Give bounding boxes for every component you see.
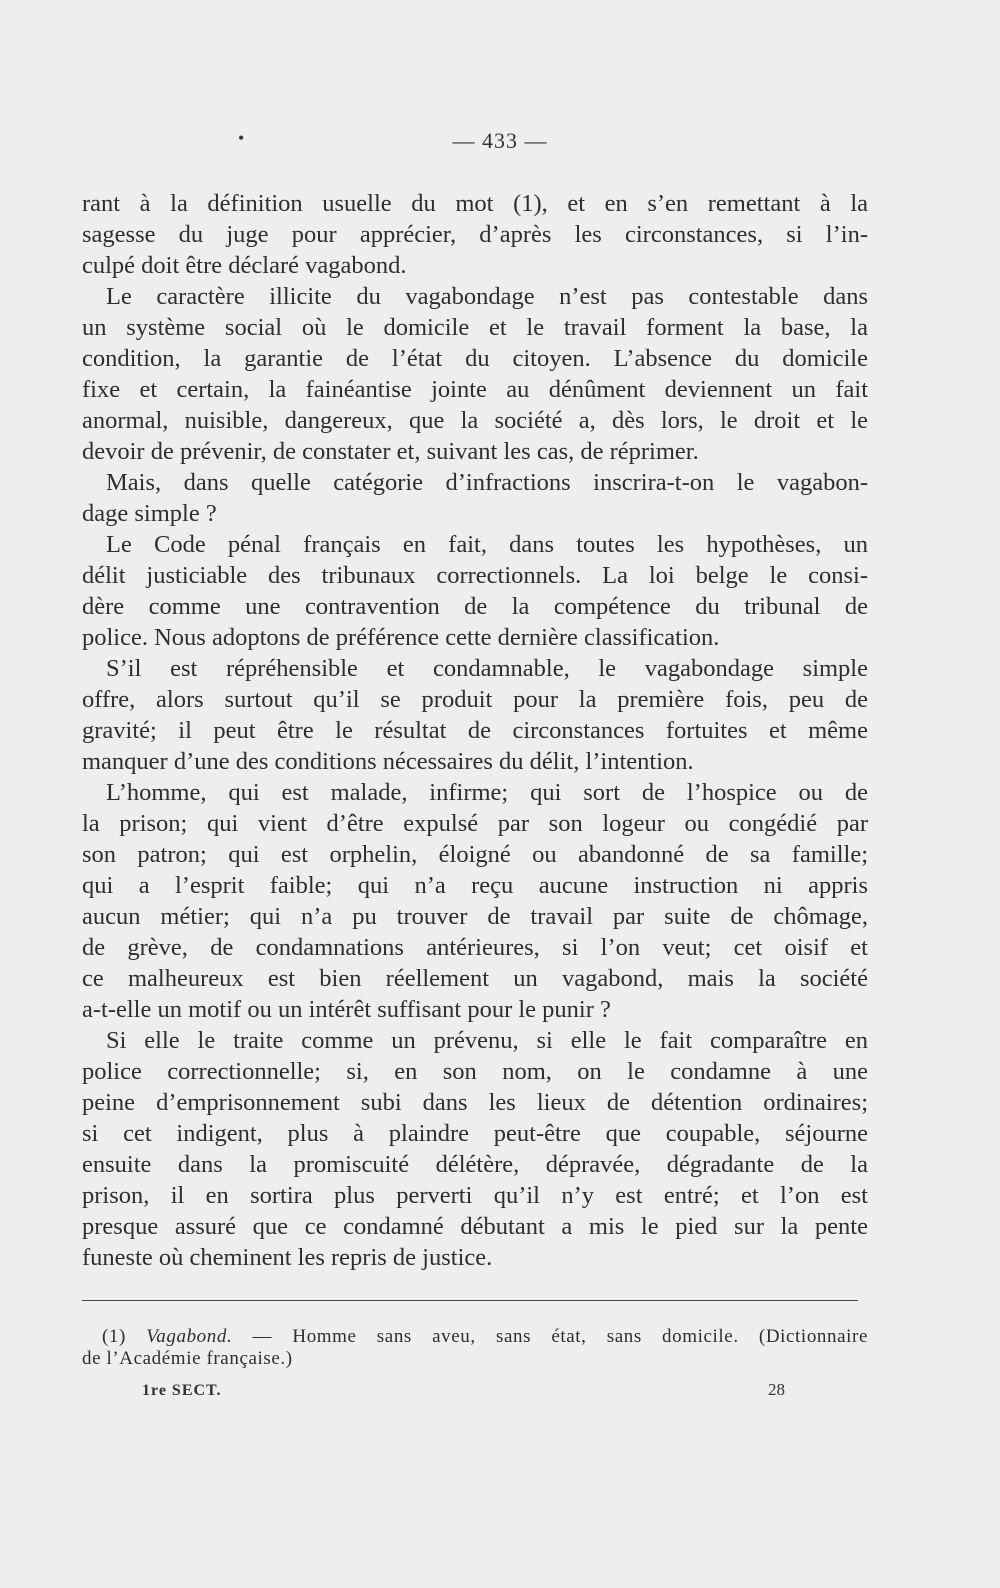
text-line: Si elle le traite comme un prévenu, si elle le fait comparaître en (106, 1027, 868, 1054)
footnote-definition: — Homme sans aveu, sans état, sans domicile. (Dictionnaire (232, 1326, 868, 1347)
text-line: devoir de prévenir, de constater et, suivant les cas, de réprimer. (82, 438, 699, 465)
text-line: de grève, de condamnations antérieures, si l’on veut; cet oisif et (82, 934, 868, 961)
text-line: L’homme, qui est malade, infirme; qui sort de l’hospice ou de (106, 779, 868, 806)
text-line: dère comme une contravention de la compétence du tribunal de (82, 593, 868, 620)
text-line: S’il est répréhensible et condamnable, le vagabondage simple (106, 655, 868, 682)
signature-mark: 1re SECT. (142, 1382, 222, 1399)
text-line: délit justiciable des tribunaux correctionnels. La loi belge le consi- (82, 562, 868, 589)
text-line: Le Code pénal français en fait, dans toutes les hypothèses, un (106, 531, 868, 558)
text-line: gravité; il peut être le résultat de circonstances fortuites et même (82, 717, 868, 744)
text-line: si cet indigent, plus à plaindre peut-être que coupable, séjourne (82, 1120, 868, 1147)
text-line: ce malheureux est bien réellement un vagabond, mais la société (82, 965, 868, 992)
footnote-line (82, 1326, 868, 1348)
body-text (82, 188, 868, 1273)
footnote-term: Vagabond. (146, 1326, 233, 1347)
sheet-number: 28 (768, 1380, 785, 1399)
footnote-marker: (1) (102, 1326, 126, 1347)
text-line: dage simple ? (82, 500, 217, 527)
text-line: aucun métier; qui n’a pu trouver de travail par suite de chômage, (82, 903, 868, 930)
text-line: peine d’emprisonnement subi dans les lieux de détention ordinaires; (82, 1089, 868, 1116)
text-line: fixe et certain, la fainéantise jointe au dénûment deviennent un fait (82, 376, 868, 403)
text-line: la prison; qui vient d’être expulsé par son logeur ou congédié par (82, 810, 868, 837)
footnote (82, 1326, 868, 1370)
footnote-continuation: de l’Académie française.) (82, 1348, 293, 1369)
text-line: rant à la définition usuelle du mot (1), et en s’en remettant à la (82, 190, 868, 217)
text-line: anormal, nuisible, dangereux, que la société a, dès lors, le droit et le (82, 407, 868, 434)
text-line: police. Nous adoptons de préférence cette dernière classification. (82, 624, 720, 651)
text-line: prison, il en sortira plus perverti qu’il n’y est entré; et l’on est (82, 1182, 868, 1209)
text-line: son patron; qui est orphelin, éloigné ou abandonné de sa famille; (82, 841, 868, 868)
text-line: police correctionnelle; si, en son nom, on le condamne à une (82, 1058, 868, 1085)
text-line: Le caractère illicite du vagabondage n’est pas contestable dans (106, 283, 868, 310)
text-line: culpé doit être déclaré vagabond. (82, 252, 407, 279)
printer-mark: • (238, 128, 245, 148)
text-line: qui a l’esprit faible; qui n’a reçu aucune instruction ni appris (82, 872, 868, 899)
text-line: offre, alors surtout qu’il se produit pour la première fois, peu de (82, 686, 868, 713)
text-line: Mais, dans quelle catégorie d’infractions inscrira-t-on le vagabon- (106, 469, 868, 496)
page-number: — 433 — (452, 128, 548, 153)
text-line: un système social où le domicile et le travail forment la base, la (82, 314, 868, 341)
text-line: funeste où cheminent les repris de justice. (82, 1244, 493, 1271)
text-line: ensuite dans la promiscuité délétère, dépravée, dégradante de la (82, 1151, 868, 1178)
text-line: manquer d’une des conditions nécessaires du délit, l’intention. (82, 748, 694, 775)
text-line: a-t-elle un motif ou un intérêt suffisant pour le punir ? (82, 996, 611, 1023)
text-line: condition, la garantie de l’état du citoyen. L’absence du domicile (82, 345, 868, 372)
footnote-rule (82, 1300, 858, 1301)
text-line: presque assuré que ce condamné débutant a mis le pied sur la pente (82, 1213, 868, 1240)
text-line: sagesse du juge pour apprécier, d’après les circonstances, si l’in- (82, 221, 868, 248)
